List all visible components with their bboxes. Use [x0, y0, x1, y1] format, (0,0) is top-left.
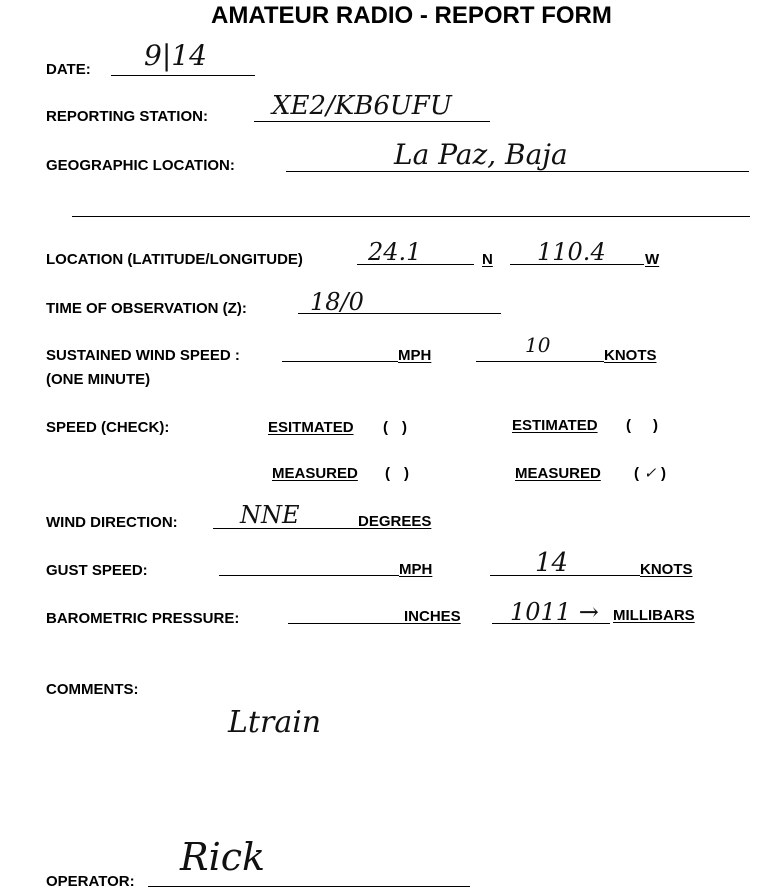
gust-speed-label: GUST SPEED: — [46, 562, 148, 579]
reporting-station-field-line[interactable] — [254, 121, 490, 122]
sustained-wind-knots-unit: KNOTS — [604, 347, 657, 364]
operator-signature[interactable]: Rick — [180, 835, 266, 879]
sustained-wind-mph-line[interactable] — [282, 361, 398, 362]
operator-label: OPERATOR: — [46, 873, 135, 890]
latitude-direction-label: N — [482, 251, 493, 268]
esitmated-mph-checkbox[interactable]: ( ) — [383, 419, 407, 436]
measured-knots-label: MEASURED — [515, 465, 601, 482]
time-of-observation-value[interactable]: 18/0 — [310, 288, 364, 316]
time-of-observation-label: TIME OF OBSERVATION (Z): — [46, 300, 247, 317]
geographic-location-label: GEOGRAPHIC LOCATION: — [46, 157, 235, 174]
reporting-station-value[interactable]: XE2/KB6UFU — [272, 91, 452, 121]
wind-direction-label: WIND DIRECTION: — [46, 514, 178, 531]
barometric-inches-unit: INCHES — [404, 608, 461, 625]
gust-knots-value[interactable]: 14 — [535, 548, 569, 578]
barometric-inches-line[interactable] — [288, 623, 404, 624]
barometric-pressure-label: BAROMETRIC PRESSURE: — [46, 610, 240, 627]
geographic-location-field-line[interactable] — [286, 171, 749, 172]
gust-mph-line[interactable] — [219, 575, 399, 576]
geographic-location-extra-line[interactable] — [72, 216, 750, 217]
date-label: DATE: — [46, 61, 91, 78]
measured-mph-label: MEASURED — [272, 465, 358, 482]
longitude-value[interactable]: 110.4 — [537, 238, 606, 266]
date-field-line[interactable] — [111, 75, 255, 76]
measured-knots-check-mark: ✓ — [643, 464, 657, 482]
barometric-millibars-value[interactable]: 1011 → — [510, 598, 599, 626]
latitude-value[interactable]: 24.1 — [368, 238, 422, 266]
esitmated-mph-label: ESITMATED — [268, 419, 354, 436]
estimated-knots-label: ESTIMATED — [512, 417, 598, 434]
speed-check-label: SPEED (CHECK): — [46, 419, 170, 436]
sustained-wind-label: SUSTAINED WIND SPEED : — [46, 347, 240, 364]
estimated-knots-checkbox[interactable]: ( ) — [626, 417, 658, 434]
gust-mph-unit: MPH — [399, 561, 433, 578]
operator-field-line[interactable] — [148, 886, 470, 887]
barometric-millibars-unit: MILLIBARS — [613, 607, 695, 624]
date-value[interactable]: 9|14 — [144, 39, 207, 72]
gust-knots-unit: KNOTS — [640, 561, 693, 578]
sustained-wind-mph-unit: MPH — [398, 347, 432, 364]
geographic-location-value[interactable]: La Paz, Baja — [394, 138, 568, 171]
comments-value[interactable]: Ltrain — [228, 705, 322, 740]
measured-mph-checkbox[interactable]: ( ) — [385, 465, 409, 482]
comments-label: COMMENTS: — [46, 681, 139, 698]
sustained-wind-knots-value[interactable]: 10 — [525, 333, 551, 357]
reporting-station-label: REPORTING STATION: — [46, 108, 208, 125]
wind-direction-value[interactable]: NNE — [240, 501, 300, 529]
form-title: AMATEUR RADIO - REPORT FORM — [211, 2, 612, 29]
one-minute-label: (ONE MINUTE) — [46, 371, 151, 388]
location-latlon-label: LOCATION (LATITUDE/LONGITUDE) — [46, 251, 303, 268]
wind-direction-degrees-unit: DEGREES — [358, 513, 432, 530]
longitude-direction-label: W — [645, 251, 660, 268]
measured-knots-checkbox[interactable]: ( ✓ ) — [634, 464, 666, 482]
sustained-wind-knots-line[interactable] — [476, 361, 604, 362]
